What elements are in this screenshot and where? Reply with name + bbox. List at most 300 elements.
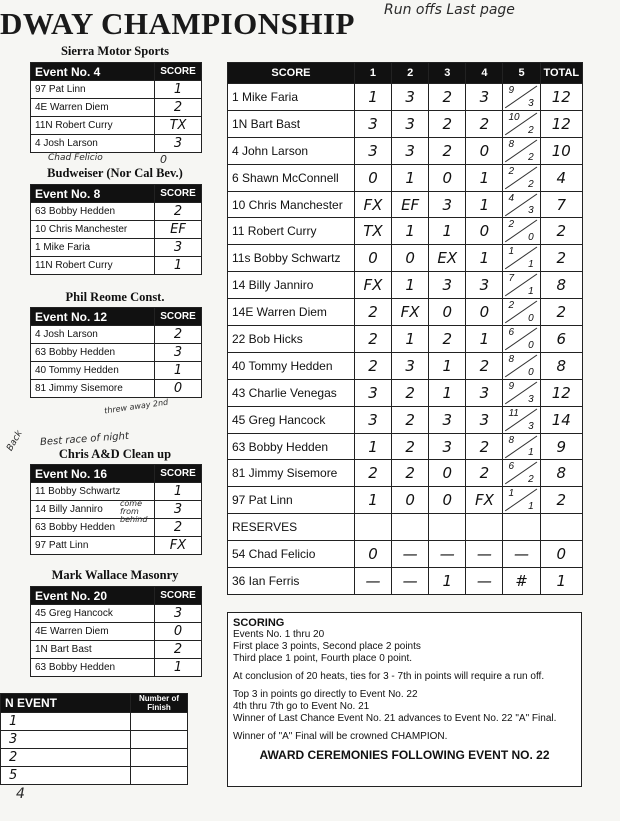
heat-score: 1 bbox=[392, 164, 429, 191]
event-score-header: SCORE bbox=[155, 63, 202, 81]
driver-row bbox=[228, 191, 583, 218]
heat-score: — bbox=[392, 541, 429, 568]
driver-name: 14E Warren Diem bbox=[228, 299, 355, 326]
event-row bbox=[31, 380, 202, 398]
event-driver: 10 Chris Manchester bbox=[31, 221, 155, 239]
driver-row bbox=[228, 84, 583, 111]
driver-row bbox=[228, 164, 583, 191]
event-driver-score: TX bbox=[155, 117, 202, 135]
event-sponsor: Chris A&D Clean up bbox=[58, 447, 172, 461]
heat-score: FX bbox=[354, 191, 391, 218]
heat-score: — bbox=[392, 568, 429, 595]
event-row bbox=[31, 221, 202, 239]
total-score: 2 bbox=[540, 487, 582, 514]
event-driver-score: 2 bbox=[155, 519, 202, 537]
scoring-line: First place 3 points, Second place 2 points bbox=[233, 641, 421, 652]
col-header-heat2: 2 bbox=[392, 63, 429, 84]
driver-row bbox=[228, 245, 583, 272]
total-score: 8 bbox=[540, 272, 582, 299]
heat-score: 2 bbox=[392, 460, 429, 487]
event-sponsor: Budweiser (Nor Cal Bev.) bbox=[47, 166, 183, 180]
event-driver: 1 Mike Faria bbox=[31, 239, 155, 257]
heat5-cumulative bbox=[503, 379, 540, 406]
driver-name: 4 John Larson bbox=[228, 137, 355, 164]
event-driver-score: 1 bbox=[155, 483, 202, 501]
total-score: 14 bbox=[540, 406, 582, 433]
total-score: 12 bbox=[540, 379, 582, 406]
cumulative-before: 8 bbox=[508, 434, 515, 446]
scoring-champion-rule: Winner of "A" Final will be crowned CHAMPION. bbox=[233, 731, 448, 742]
heat5-points: 0 bbox=[528, 313, 534, 325]
scoring-tie-rule: At conclusion of 20 heats, ties for 3 - 7th in points will require a run off. bbox=[233, 671, 545, 682]
heat5-points: 0 bbox=[528, 339, 534, 351]
runoff-entry: 2 bbox=[1, 749, 131, 767]
heat-score: 2 bbox=[429, 110, 466, 137]
runoff-entry: 1 bbox=[1, 713, 131, 731]
empty-cell bbox=[466, 514, 503, 541]
event-driver: 4 Josh Larson bbox=[31, 135, 155, 153]
total-score: 8 bbox=[540, 352, 582, 379]
event-score-header: SCORE bbox=[155, 308, 202, 326]
heat-score: 3 bbox=[392, 352, 429, 379]
heat-score: 0 bbox=[429, 460, 466, 487]
driver-row bbox=[228, 326, 583, 353]
empty-cell bbox=[392, 514, 429, 541]
scoring-heading: SCORING bbox=[233, 617, 285, 629]
empty-cell bbox=[354, 514, 391, 541]
heat-score: # bbox=[503, 568, 540, 595]
main-table-header bbox=[228, 63, 583, 84]
event-sponsor: Phil Reome Const. bbox=[65, 290, 165, 304]
event-driver-score: 3 bbox=[155, 605, 202, 623]
event-row bbox=[31, 519, 202, 537]
heat-score: 1 bbox=[466, 191, 503, 218]
heat-score: TX bbox=[354, 218, 391, 245]
reserve-driver-row bbox=[228, 541, 583, 568]
handwritten-note-best-race: Best race of night bbox=[39, 430, 130, 449]
heat-score: 3 bbox=[429, 272, 466, 299]
cumulative-before: 6 bbox=[508, 327, 515, 339]
heat5-points: 1 bbox=[528, 259, 534, 271]
driver-row bbox=[228, 299, 583, 326]
heat-score: 2 bbox=[466, 352, 503, 379]
driver-name: 40 Tommy Hedden bbox=[228, 352, 355, 379]
heat5-points: 2 bbox=[528, 124, 534, 136]
cumulative-before: 1 bbox=[508, 246, 515, 258]
heat-score: 1 bbox=[429, 352, 466, 379]
driver-name: 22 Bob Hicks bbox=[228, 326, 355, 353]
event-row bbox=[31, 239, 202, 257]
event-driver: 11N Robert Curry bbox=[31, 257, 155, 275]
heat-score: 3 bbox=[429, 406, 466, 433]
cumulative-before: 10 bbox=[508, 111, 520, 123]
heat5-cumulative bbox=[503, 406, 540, 433]
runoff-row bbox=[1, 749, 188, 767]
driver-name: 97 Pat Linn bbox=[228, 487, 355, 514]
heat-score: 1 bbox=[354, 433, 391, 460]
heat-score: 3 bbox=[429, 191, 466, 218]
cumulative-before: 7 bbox=[508, 273, 515, 285]
heat-score: 0 bbox=[429, 299, 466, 326]
runoff-finish-header: Number of Finish bbox=[131, 694, 188, 713]
driver-row bbox=[228, 137, 583, 164]
driver-row bbox=[228, 272, 583, 299]
event-driver-score: 0 bbox=[155, 380, 202, 398]
driver-name: 45 Greg Hancock bbox=[228, 406, 355, 433]
heat-score: 3 bbox=[466, 84, 503, 111]
scoring-rules bbox=[233, 629, 576, 665]
reserve-driver-row bbox=[228, 568, 583, 595]
driver-row bbox=[228, 460, 583, 487]
event-sponsor: Mark Wallace Masonry bbox=[51, 568, 179, 582]
total-score: 2 bbox=[540, 299, 582, 326]
empty-cell bbox=[540, 514, 582, 541]
event-driver-score: 1 bbox=[155, 81, 202, 99]
cumulative-before: 8 bbox=[508, 138, 515, 150]
driver-row bbox=[228, 110, 583, 137]
event-driver-score: 1 bbox=[155, 659, 202, 677]
reserves-row bbox=[228, 514, 583, 541]
heat-score: 3 bbox=[354, 379, 391, 406]
heat5-cumulative bbox=[503, 110, 540, 137]
heat5-cumulative bbox=[503, 218, 540, 245]
event-driver-score: FX bbox=[155, 537, 202, 555]
event-row bbox=[31, 203, 202, 221]
event-score-header: SCORE bbox=[155, 587, 202, 605]
cumulative-before: 4 bbox=[508, 192, 515, 204]
col-header-heat4: 4 bbox=[466, 63, 503, 84]
event-driver: 1N Bart Bast bbox=[31, 641, 155, 659]
runoff-row bbox=[1, 731, 188, 749]
driver-row bbox=[228, 379, 583, 406]
col-header-score: SCORE bbox=[228, 63, 355, 84]
heat-score: 1 bbox=[392, 326, 429, 353]
cumulative-before: 11 bbox=[508, 407, 519, 419]
scoring-line: Events No. 1 thru 20 bbox=[233, 629, 325, 640]
event-driver: 11N Robert Curry bbox=[31, 117, 155, 135]
event-header-row bbox=[31, 465, 202, 483]
total-score: 12 bbox=[540, 84, 582, 111]
empty-cell bbox=[503, 514, 540, 541]
driver-name: 1N Bart Bast bbox=[228, 110, 355, 137]
heat-score: 3 bbox=[354, 406, 391, 433]
event-name: Event No. 4 bbox=[31, 63, 155, 81]
driver-name: 54 Chad Felicio bbox=[228, 541, 355, 568]
total-score: 2 bbox=[540, 245, 582, 272]
event-row bbox=[31, 659, 202, 677]
heat-score: 0 bbox=[429, 487, 466, 514]
heat5-cumulative bbox=[503, 352, 540, 379]
heat-score: 2 bbox=[392, 433, 429, 460]
event-header-row bbox=[31, 587, 202, 605]
heat-score: 2 bbox=[466, 110, 503, 137]
heat-score: 2 bbox=[354, 299, 391, 326]
event-name: Event No. 16 bbox=[31, 465, 155, 483]
event-driver-score: 1 bbox=[155, 257, 202, 275]
heat5-points: 3 bbox=[528, 97, 534, 109]
event-driver-score: 2 bbox=[155, 326, 202, 344]
handwritten-note-chad: Chad Felicio bbox=[48, 153, 103, 163]
driver-row bbox=[228, 406, 583, 433]
total-score: 6 bbox=[540, 326, 582, 353]
heat5-points: 3 bbox=[528, 205, 534, 217]
heat5-cumulative bbox=[503, 164, 540, 191]
event-driver: 63 Bobby Hedden bbox=[31, 659, 155, 677]
driver-name: 10 Chris Manchester bbox=[228, 191, 355, 218]
heat-score: — bbox=[503, 541, 540, 568]
event-driver-score: 3 bbox=[155, 135, 202, 153]
col-header-heat5: 5 bbox=[503, 63, 540, 84]
driver-name: 63 Bobby Hedden bbox=[228, 433, 355, 460]
event-header-row bbox=[31, 185, 202, 203]
heat-score: 0 bbox=[392, 487, 429, 514]
driver-name: 36 Ian Ferris bbox=[228, 568, 355, 595]
event-driver: 14 Billy Janniro bbox=[31, 501, 155, 519]
scoring-line: 4th thru 7th go to Event No. 21 bbox=[233, 701, 370, 712]
heat-score: 2 bbox=[392, 406, 429, 433]
page-title: DWAY CHAMPIONSHIP bbox=[0, 6, 355, 41]
heat-score: — bbox=[354, 568, 391, 595]
event-header-row bbox=[31, 63, 202, 81]
driver-name: 81 Jimmy Sisemore bbox=[228, 460, 355, 487]
event-driver: 63 Bobby Hedden bbox=[31, 203, 155, 221]
runoff-entry: 3 bbox=[1, 731, 131, 749]
driver-name: 14 Billy Janniro bbox=[228, 272, 355, 299]
event-driver-score: 3 bbox=[155, 239, 202, 257]
heat-score: 3 bbox=[466, 272, 503, 299]
heat5-points: 1 bbox=[528, 286, 534, 298]
event-row bbox=[31, 605, 202, 623]
heat-score: 3 bbox=[466, 379, 503, 406]
event-row bbox=[31, 117, 202, 135]
heat-score: 0 bbox=[392, 245, 429, 272]
event-score-header: SCORE bbox=[155, 185, 202, 203]
heat5-points: 3 bbox=[528, 393, 534, 405]
main-score-table bbox=[227, 62, 583, 595]
heat-score: 3 bbox=[392, 110, 429, 137]
event-driver-score: 3 bbox=[155, 501, 202, 519]
total-score: 7 bbox=[540, 191, 582, 218]
total-score: 2 bbox=[540, 218, 582, 245]
heat-score: 1 bbox=[429, 218, 466, 245]
cumulative-before: 1 bbox=[508, 488, 515, 500]
heat5-cumulative bbox=[503, 433, 540, 460]
heat-score: EX bbox=[429, 245, 466, 272]
heat5-cumulative bbox=[503, 245, 540, 272]
event-driver: 63 Bobby Hedden bbox=[31, 344, 155, 362]
event-score-header: SCORE bbox=[155, 465, 202, 483]
event-row bbox=[31, 99, 202, 117]
heat-score: 1 bbox=[466, 245, 503, 272]
runoff-entry: 5 bbox=[1, 767, 131, 785]
driver-row bbox=[228, 218, 583, 245]
cumulative-before: 9 bbox=[508, 380, 515, 392]
heat-score: 3 bbox=[354, 137, 391, 164]
heat-score: — bbox=[466, 541, 503, 568]
heat-score: 0 bbox=[466, 218, 503, 245]
heat-score: FX bbox=[354, 272, 391, 299]
scoring-advance-rules bbox=[233, 689, 576, 725]
event-driver-score: 1 bbox=[155, 362, 202, 380]
cumulative-before: 9 bbox=[508, 85, 515, 96]
heat5-points: 3 bbox=[528, 420, 534, 432]
event-sponsor: Sierra Motor Sports bbox=[60, 44, 170, 58]
heat-score: 1 bbox=[466, 326, 503, 353]
heat-score: 3 bbox=[392, 137, 429, 164]
event-row bbox=[31, 537, 202, 555]
heat-score: 2 bbox=[429, 84, 466, 111]
event-driver: 63 Bobby Hedden bbox=[31, 519, 155, 537]
heat5-points: 2 bbox=[528, 151, 534, 163]
heat-score: FX bbox=[466, 487, 503, 514]
heat5-points: 0 bbox=[528, 366, 534, 378]
handwritten-note-come-behind: come from behind bbox=[120, 499, 148, 524]
event-row bbox=[31, 257, 202, 275]
heat5-cumulative bbox=[503, 191, 540, 218]
heat-score: 1 bbox=[354, 84, 391, 111]
heat5-cumulative bbox=[503, 460, 540, 487]
runoff-title: N EVENT bbox=[1, 694, 131, 713]
driver-name: 43 Charlie Venegas bbox=[228, 379, 355, 406]
driver-name: 6 Shawn McConnell bbox=[228, 164, 355, 191]
scoring-line: Third place 1 point, Fourth place 0 point. bbox=[233, 653, 412, 664]
heat-score: 0 bbox=[354, 164, 391, 191]
heat-score: EF bbox=[392, 191, 429, 218]
col-header-heat3: 3 bbox=[429, 63, 466, 84]
event-name: Event No. 12 bbox=[31, 308, 155, 326]
event-name: Event No. 20 bbox=[31, 587, 155, 605]
cumulative-before: 2 bbox=[508, 300, 515, 312]
cumulative-before: 2 bbox=[508, 165, 515, 177]
handwritten-runoff-extra: 4 bbox=[16, 786, 25, 802]
scoring-line: Top 3 in points go directly to Event No. 22 bbox=[233, 689, 418, 700]
cumulative-before: 8 bbox=[508, 353, 515, 365]
event-row bbox=[31, 483, 202, 501]
driver-name: 11 Robert Curry bbox=[228, 218, 355, 245]
heat5-cumulative bbox=[503, 487, 540, 514]
heat-score: 3 bbox=[429, 433, 466, 460]
cumulative-before: 2 bbox=[508, 219, 515, 231]
handwritten-note-back: Back bbox=[5, 429, 25, 453]
handwritten-note-threw: threw away 2nd bbox=[103, 397, 169, 416]
event-row bbox=[31, 623, 202, 641]
event-driver: 81 Jimmy Sisemore bbox=[31, 380, 155, 398]
col-header-total: TOTAL bbox=[540, 63, 582, 84]
handwritten-note-chad-score: 0 bbox=[160, 153, 167, 166]
heat-score: 1 bbox=[392, 218, 429, 245]
heat5-points: 1 bbox=[528, 501, 534, 513]
heat5-cumulative bbox=[503, 272, 540, 299]
heat-score: 0 bbox=[466, 137, 503, 164]
handwritten-note-runoffs: Run offs Last page bbox=[384, 2, 515, 18]
heat-score: 3 bbox=[354, 110, 391, 137]
heat-score: FX bbox=[392, 299, 429, 326]
reserves-label: RESERVES bbox=[228, 514, 355, 541]
col-header-heat1: 1 bbox=[354, 63, 391, 84]
heat5-cumulative bbox=[503, 137, 540, 164]
event-driver-score: 2 bbox=[155, 99, 202, 117]
heat-score: 2 bbox=[354, 352, 391, 379]
event-row bbox=[31, 362, 202, 380]
event-row bbox=[31, 326, 202, 344]
event-row bbox=[31, 501, 202, 519]
event-name: Event No. 8 bbox=[31, 185, 155, 203]
heat5-cumulative bbox=[503, 84, 540, 111]
event-row bbox=[31, 135, 202, 153]
runoff-row bbox=[1, 713, 188, 731]
driver-name: 11s Bobby Schwartz bbox=[228, 245, 355, 272]
heat-score: 2 bbox=[354, 326, 391, 353]
event-table bbox=[30, 586, 202, 677]
event-header-row bbox=[31, 308, 202, 326]
event-row bbox=[31, 344, 202, 362]
heat5-points: 1 bbox=[528, 447, 534, 459]
event-driver-score: 0 bbox=[155, 623, 202, 641]
heat-score: 0 bbox=[466, 299, 503, 326]
cumulative-before: 6 bbox=[508, 461, 515, 473]
total-score: 10 bbox=[540, 137, 582, 164]
heat-score: 1 bbox=[466, 164, 503, 191]
heat-score: 2 bbox=[466, 433, 503, 460]
scoring-box bbox=[227, 612, 582, 787]
heat5-cumulative bbox=[503, 326, 540, 353]
award-ceremony-note: AWARD CEREMONIES FOLLOWING EVENT NO. 22 bbox=[259, 748, 550, 762]
driver-row bbox=[228, 487, 583, 514]
event-row bbox=[31, 641, 202, 659]
heat-score: 3 bbox=[392, 84, 429, 111]
event-table bbox=[30, 464, 202, 555]
event-driver: 4E Warren Diem bbox=[31, 99, 155, 117]
driver-name: 1 Mike Faria bbox=[228, 84, 355, 111]
empty-cell bbox=[429, 514, 466, 541]
runoff-row bbox=[1, 767, 188, 785]
total-score: 12 bbox=[540, 110, 582, 137]
heat-score: 2 bbox=[429, 326, 466, 353]
heat-score: 2 bbox=[429, 137, 466, 164]
event-driver: 40 Tommy Hedden bbox=[31, 362, 155, 380]
event-table bbox=[30, 62, 202, 153]
heat-score: 0 bbox=[354, 245, 391, 272]
heat-score: 1 bbox=[392, 272, 429, 299]
total-score: 4 bbox=[540, 164, 582, 191]
heat-score: 2 bbox=[354, 460, 391, 487]
event-driver: 4 Josh Larson bbox=[31, 326, 155, 344]
heat-score: 2 bbox=[392, 379, 429, 406]
heat-score: — bbox=[429, 541, 466, 568]
event-driver: 97 Patt Linn bbox=[31, 537, 155, 555]
driver-row bbox=[228, 433, 583, 460]
event-driver: 97 Pat Linn bbox=[31, 81, 155, 99]
heat-score: 1 bbox=[429, 568, 466, 595]
event-driver-score: 2 bbox=[155, 203, 202, 221]
heat5-cumulative bbox=[503, 299, 540, 326]
heat-score: 2 bbox=[466, 460, 503, 487]
event-driver-score: 2 bbox=[155, 641, 202, 659]
scoring-line: Winner of Last Chance Event No. 21 advances to Event No. 22 "A" Final. bbox=[233, 713, 557, 724]
total-score: 0 bbox=[540, 541, 582, 568]
event-table bbox=[30, 307, 202, 398]
event-driver: 45 Greg Hancock bbox=[31, 605, 155, 623]
heat-score: 1 bbox=[354, 487, 391, 514]
heat5-points: 2 bbox=[528, 474, 534, 486]
total-score: 8 bbox=[540, 460, 582, 487]
heat5-points: 2 bbox=[528, 178, 534, 190]
total-score: 9 bbox=[540, 433, 582, 460]
heat-score: 1 bbox=[429, 379, 466, 406]
event-driver: 11 Bobby Schwartz bbox=[31, 483, 155, 501]
heat-score: 3 bbox=[466, 406, 503, 433]
heat-score: 0 bbox=[429, 164, 466, 191]
